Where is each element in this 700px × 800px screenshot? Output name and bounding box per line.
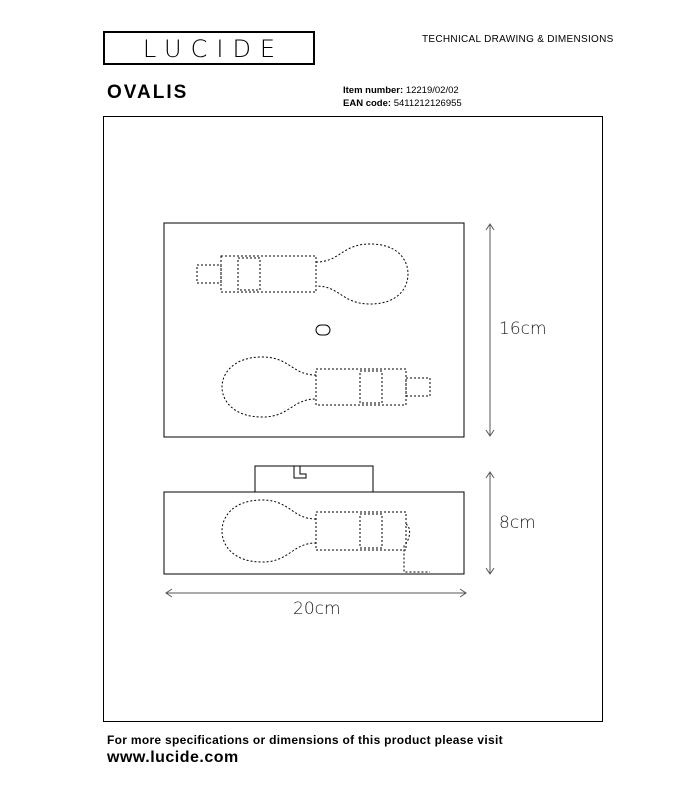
- side-view-outline: [164, 492, 464, 574]
- lamp-bottom: [222, 357, 430, 417]
- depth-dimension-label: 8cm: [499, 513, 536, 533]
- side-view-notch: [294, 466, 306, 478]
- product-name: OVALIS: [107, 82, 189, 103]
- section-title: TECHNICAL DRAWING & DIMENSIONS: [422, 34, 614, 45]
- item-number-value: 12219/02/02: [405, 85, 459, 96]
- height-dimension-label: 16cm: [499, 319, 547, 339]
- lamp-top: [197, 244, 408, 304]
- front-view-outline: [164, 223, 464, 437]
- item-number-label: Item number:: [343, 85, 404, 96]
- footer-note: For more specifications or dimensions of this product please visit: [107, 733, 503, 747]
- ean-value: 5411212126955: [393, 98, 462, 109]
- center-mount: [316, 325, 330, 335]
- width-dimension-label: 20cm: [293, 599, 341, 619]
- brand-logo-text: LUCIDE: [142, 35, 285, 63]
- ean-label: EAN code:: [343, 98, 392, 109]
- side-view-bracket: [255, 466, 373, 492]
- lamp-side: [222, 500, 430, 572]
- dimension-lines: [166, 224, 494, 597]
- footer-url[interactable]: www.lucide.com: [107, 749, 239, 766]
